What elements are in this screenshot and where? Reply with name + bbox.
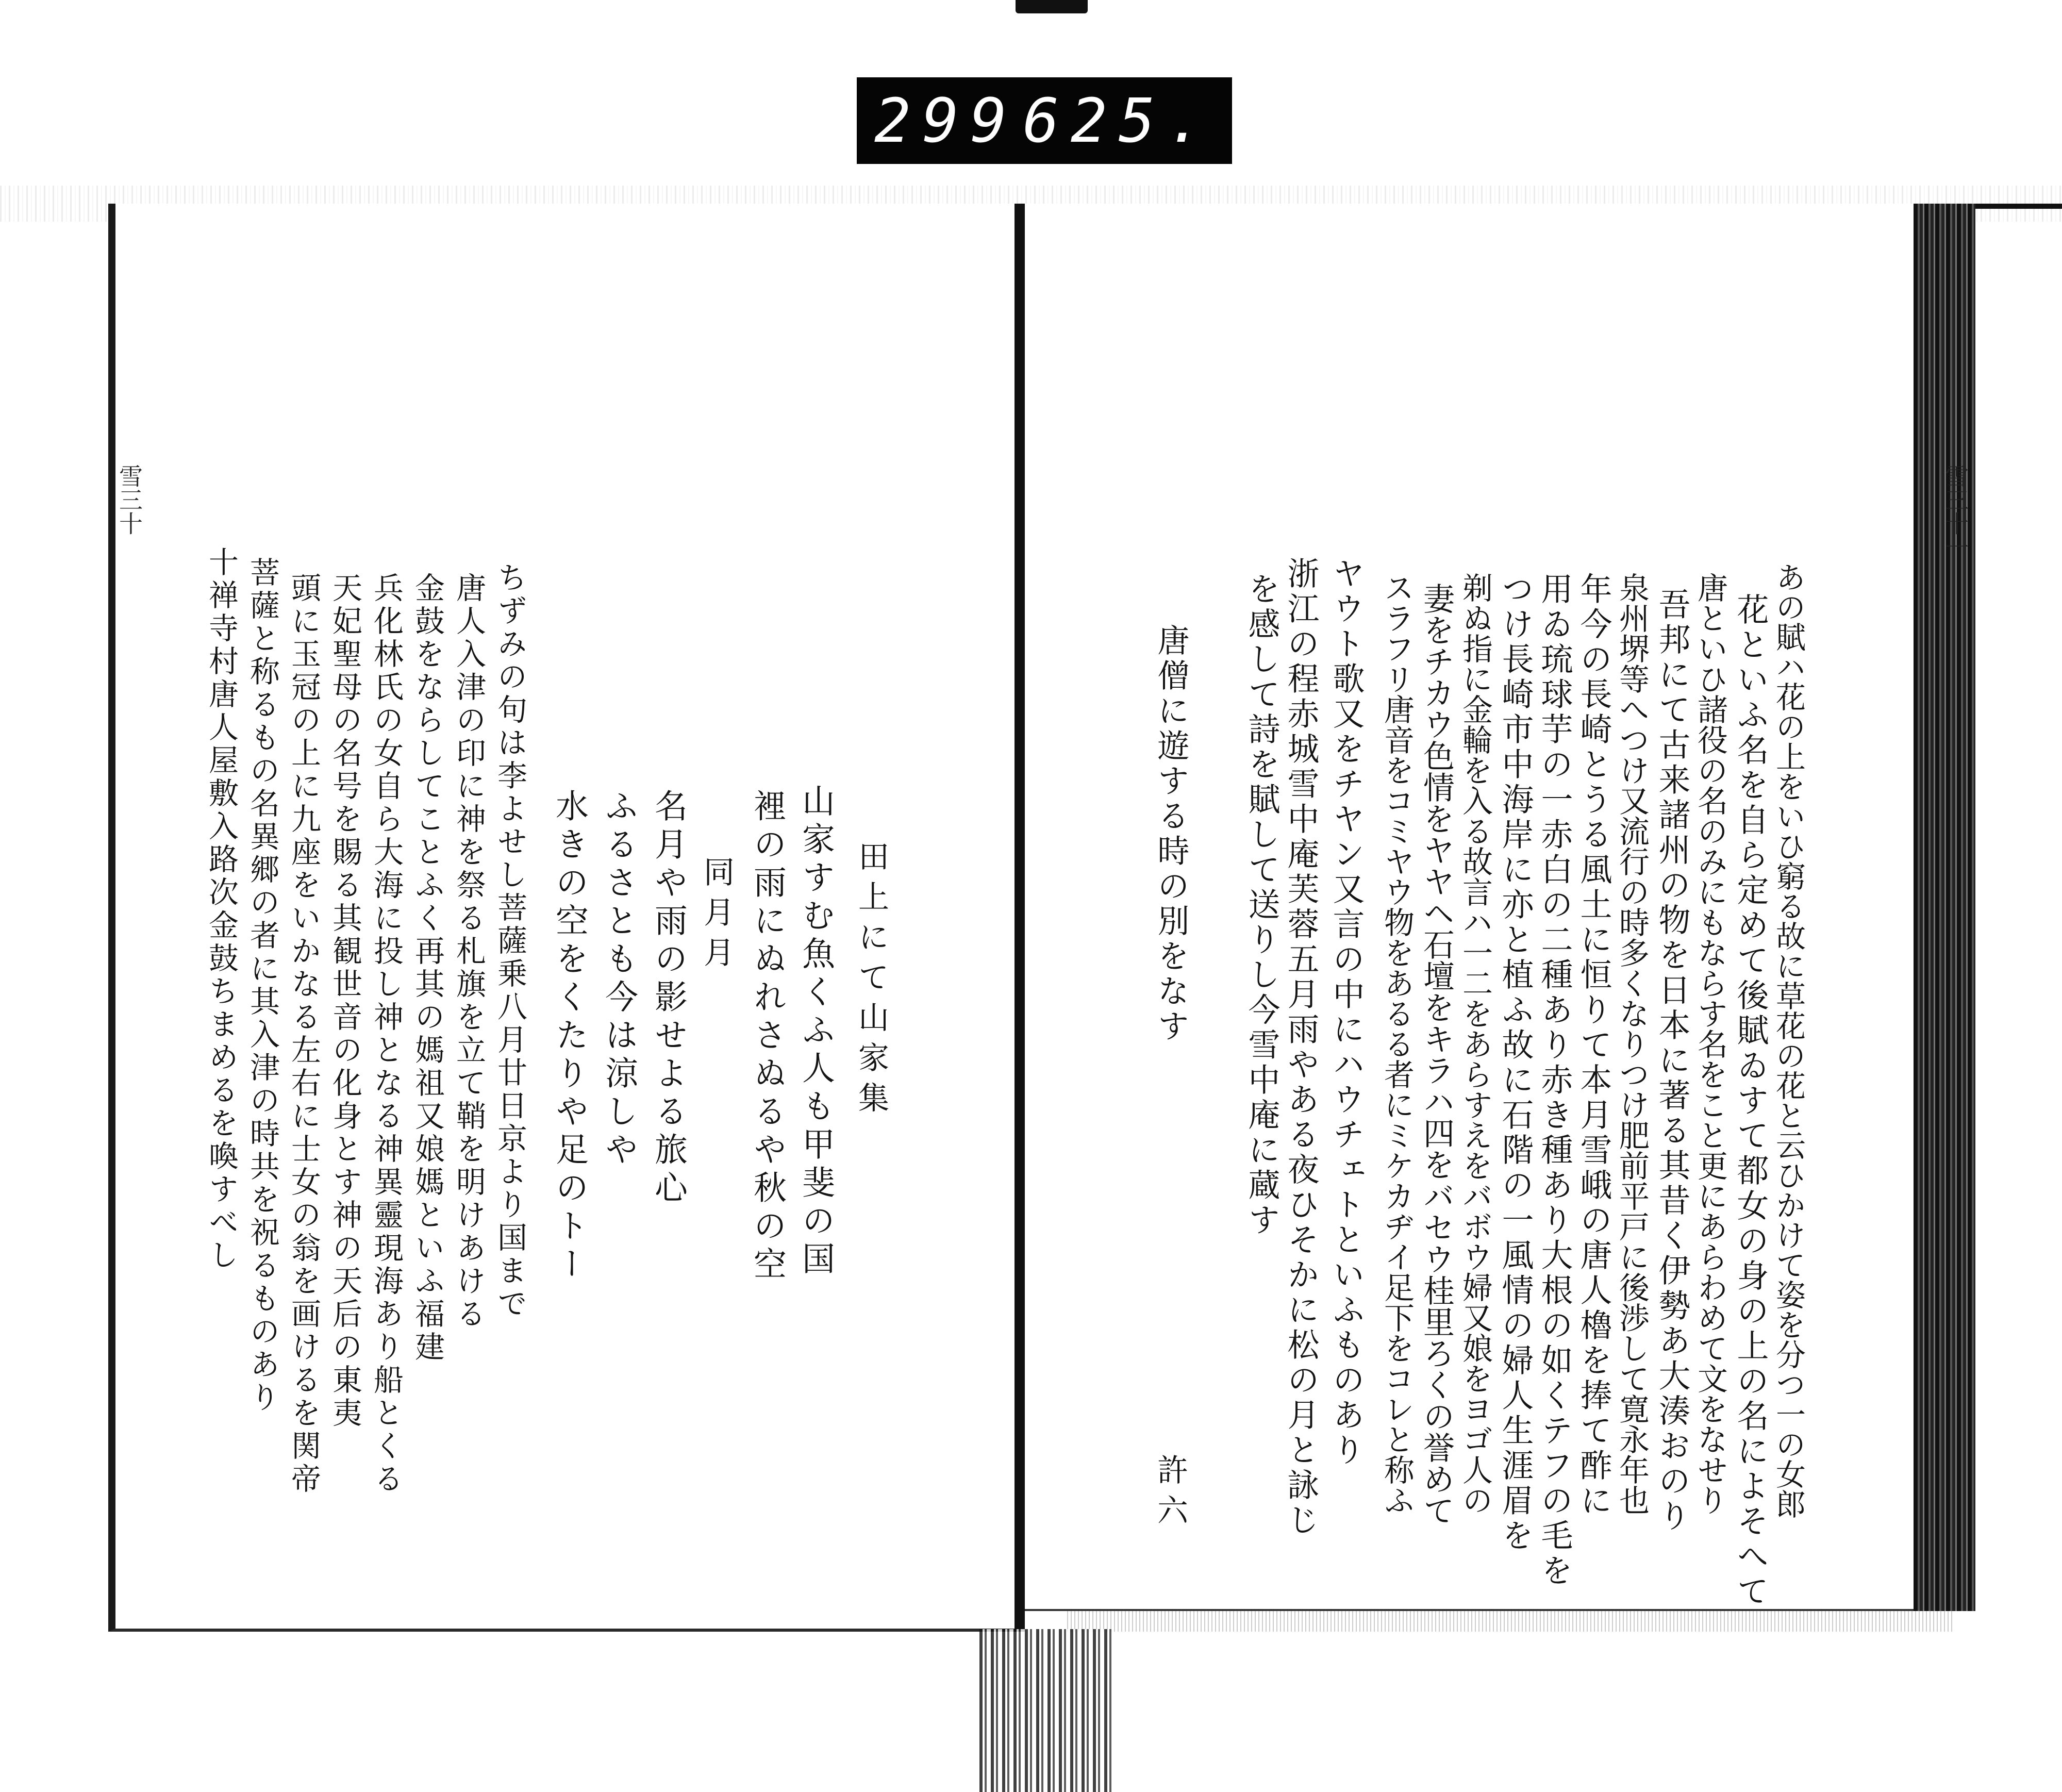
left-poem-line: ふるさとも今は涼しや: [600, 789, 638, 1170]
right-column: 唐といひ諸役の名のみにもならす名をこと更にあらわめて文をなせり: [1692, 572, 1728, 1515]
author-signature: 許六: [1152, 1454, 1188, 1534]
right-column: 吾邦にて古来諸州の物を日本に著る其昔く伊勢あ大湊おのり: [1653, 588, 1691, 1534]
right-column: を感して詩を賦して送りし今雪中庵に蔵す: [1243, 572, 1281, 1238]
left-column: 天妃聖母の名号を賜る其観世音の化身とす神の天后の東夷: [327, 572, 362, 1430]
right-column: 剃ぬ指に金輪を入る故言ハ一二をあらすえをバボウ婦又娘をヨゴ人の: [1457, 572, 1493, 1515]
catalog-label-left-number: 299: [874, 85, 1019, 156]
left-poem-line: 裡の雨にぬれさぬるや秋の空: [748, 789, 786, 1285]
top-page-fragment: [1016, 0, 1088, 13]
right-column: 用ゐ琉球芋の一赤白の二種あり赤き種あり大根の如くテフの毛を: [1536, 572, 1573, 1589]
left-column: 十禅寺村唐人屋敷入路次金鼓ちまめるを喚すべし: [204, 546, 239, 1272]
right-column: ヤウト歌又をチヤン又言の中にハウチェトといふものあり: [1327, 557, 1365, 1468]
left-poem-line: 名月や雨の影せよる旅心: [649, 789, 687, 1208]
right-column: 泉州堺等へつけ又流行の時多くなりつけ肥前平戸に後渉して寛永年也: [1614, 572, 1650, 1515]
left-column: 頭に玉冠の上に九座をいかなる左右に士女の翁を画けるを関帝: [286, 572, 321, 1496]
right-column: 花といふ名を自ら定めて後賦ゐすて都女の身の上の名によそへて: [1732, 593, 1769, 1610]
catalog-label-right-number: 625.: [1022, 85, 1215, 156]
right-column: 唐僧に遊する時の別をなす: [1152, 624, 1190, 1044]
left-poem-heading: 同月月: [699, 856, 735, 976]
page-edges-cap: [1975, 204, 2062, 209]
left-poem-line: 山家すむ魚くふ人も甲斐の国: [796, 784, 835, 1280]
catalog-label: [857, 77, 1232, 164]
left-column: 唐人入津の印に神を祭る札旗を立て鞘を明けあける: [451, 572, 486, 1331]
left-column: 菩薩と称るもの名異郷の者に其入津の時共を祝るものあり: [245, 557, 280, 1415]
bottom-shadow: [1067, 1611, 1954, 1632]
left-column: 金鼓をならしてことふく再其の媽祖又娘媽といふ福建: [410, 572, 445, 1364]
left-column: 兵化林氏の女自ら大海に投し神となる神異靈現海あり船とくる: [369, 572, 404, 1496]
bottom-binding-clip: [979, 1629, 1113, 1792]
book-gutter: [1015, 204, 1025, 1632]
right-column: スラフリ唐音をコミヤウ物をあるる者にミケカヂイ足下をコレと称ふ: [1379, 572, 1415, 1515]
right-column: 妻をチカウ色情をヤヤヘ石壇をキラハ四をバセウ桂里ろくの誉めて: [1418, 583, 1455, 1526]
right-page-number: 雪三十一: [1941, 464, 1969, 559]
left-heading: 田上にて山家集: [853, 840, 889, 1122]
right-column: あの賦ハ花の上をいひ窮る故に草花の花と云ひかけて姿を分つ一の女郎: [1771, 562, 1806, 1519]
right-column: 年今の長崎とうる風土に恒りて本月雪峨の唐人櫓を捧て酢に: [1575, 572, 1612, 1519]
page-edges: [1914, 204, 1975, 1611]
right-column: つけ長崎市中海岸に亦と植ふ故に石階の一風情の婦人生涯眉を: [1496, 572, 1534, 1554]
right-column: 浙江の程赤城雪中庵芙蓉五月雨やある夜ひそかに松の月と詠じ: [1282, 557, 1320, 1538]
left-column: ちずみの句は李よせし菩薩乗八月廿日京より国まで: [492, 562, 527, 1321]
left-poem-line: 水きの空をくたりや足のトー: [550, 789, 588, 1285]
left-page-number: 雪三十: [115, 464, 143, 535]
